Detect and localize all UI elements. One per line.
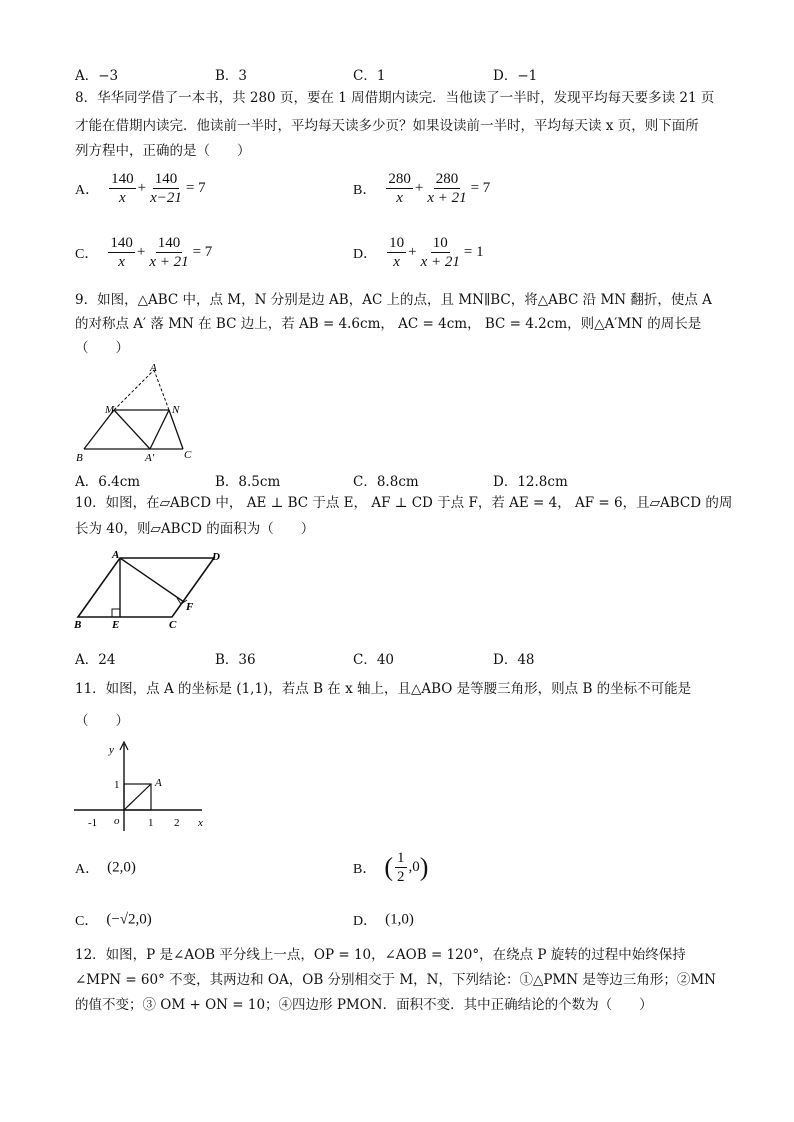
q11-label-one-x: 1 (148, 817, 154, 829)
q9-text-line1: 9．如图，△ABC 中，点 M，N 分别是边 AB，AC 上的点，且 MN∥BC，将△ABC 沿 MN 翻折，使点 A (75, 292, 712, 308)
q9-text-line3: （ ） (75, 340, 129, 356)
q9-option-b: B．8.5cm (215, 474, 281, 490)
q8-text-line1: 8．华华同学借了一本书，共 280 页，要在 1 周借期内读完．当他读了一半时，发现平均每天要多读 21 页 (75, 90, 715, 106)
q11-option-d: D． (1,0) (353, 911, 414, 929)
q10-text-line1: 10．如图，在▱ABCD 中， AE ⊥ BC 于点 E， AF ⊥ CD 于点 F，若 AE = 4， AF = 6，且▱ABCD 的周 (75, 495, 733, 511)
q10-label-f: F (186, 601, 194, 613)
q9-label-c: C (184, 449, 192, 461)
q11-coordinate-figure (72, 736, 212, 836)
q10-text-line2: 长为 40，则▱ABCD 的面积为（ ） (75, 521, 315, 537)
q7-option-a: A．−3 (75, 68, 119, 84)
q7-option-d: D．−1 (493, 68, 538, 84)
q11-label-x: x (198, 817, 203, 829)
q10-label-c: C (169, 619, 177, 631)
q9-option-c: C．8.8cm (353, 474, 419, 490)
q11-option-b: B． ( $\frac{1}{2}$ ,0) (353, 850, 429, 885)
q11-label-origin: o (114, 815, 120, 827)
q8-option-b: B． $\frac{280}{x}$ + $\frac{280}{x + 21}$ = 7 (353, 171, 491, 206)
q9-triangle-figure (72, 358, 202, 464)
q10-option-a: A．24 (75, 652, 116, 668)
q11-option-c: C． (−√2,0) (75, 911, 152, 929)
q10-parallelogram-figure (72, 546, 232, 632)
q8-option-a: A． $\frac{140}{x}$ + $\frac{140}{x-21}$ = 7 (75, 171, 206, 206)
q11-label-y: y (109, 744, 114, 756)
q9-label-m: M (105, 404, 115, 416)
q8-text-line3: 列方程中，正确的是（ ） (75, 143, 251, 159)
q9-text-line2: 的对称点 A′ 落 MN 在 BC 边上，若 AB = 4.6cm， AC = 4cm， BC = 4.2cm，则△A′MN 的周长是 (75, 316, 702, 332)
q9-option-d: D．12.8cm (493, 474, 568, 490)
q12-text-line2: ∠MPN = 60° 不变，其两边和 OA，OB 分别相交于 M，N，下列结论：①△PMN 是等边三角形；②MN (75, 972, 716, 988)
q11-text-line1: 11．如图，点 A 的坐标是 (1,1)，若点 B 在 x 轴上，且△ABO 是等腰三角形，则点 B 的坐标不可能是 (75, 681, 692, 697)
q10-label-a: A (112, 549, 120, 561)
q10-option-c: C．40 (353, 652, 395, 668)
q11-label-minus1: -1 (88, 817, 98, 829)
q10-option-d: D．48 (493, 652, 535, 668)
q11-text-line2: （ ） (75, 713, 129, 729)
q9-label-aprime: A′ (145, 452, 155, 464)
q10-option-b: B．36 (215, 652, 256, 668)
q10-label-b: B (74, 619, 82, 631)
q8-option-c: C． $\frac{140}{x}$ + $\frac{140}{x + 21}$ = 7 (75, 235, 213, 270)
q8-option-d: D． $\frac{10}{x}$ + $\frac{10}{x + 21}$ = 1 (353, 235, 484, 270)
q9-label-n: N (172, 404, 180, 416)
q7-option-c: C．1 (353, 68, 386, 84)
q8-text-line2: 才能在借期内读完．他读前一半时，平均每天读多少页？如果设读前一半时，平均每天读 x 页，则下面所 (75, 118, 699, 134)
q9-label-a: A (150, 362, 157, 374)
q9-option-a: A．6.4cm (75, 474, 141, 490)
q11-label-one-y: 1 (114, 779, 120, 791)
q10-label-d: D (212, 551, 220, 563)
q7-option-b: B．3 (215, 68, 248, 84)
q12-text-line3: 的值不变；③ OM + ON = 10；④四边形 PMON．面积不变．其中正确结论的个数为（ ） (75, 997, 653, 1013)
q11-label-a: A (155, 777, 162, 789)
q10-label-e: E (112, 619, 120, 631)
q11-label-two: 2 (174, 817, 180, 829)
q11-option-a: A． (2,0) (75, 859, 136, 877)
q12-text-line1: 12．如图，P 是∠AOB 平分线上一点，OP = 10，∠AOB = 120°，在绕点 P 旋转的过程中始终保持 (75, 947, 686, 963)
q9-label-b: B (76, 452, 83, 464)
